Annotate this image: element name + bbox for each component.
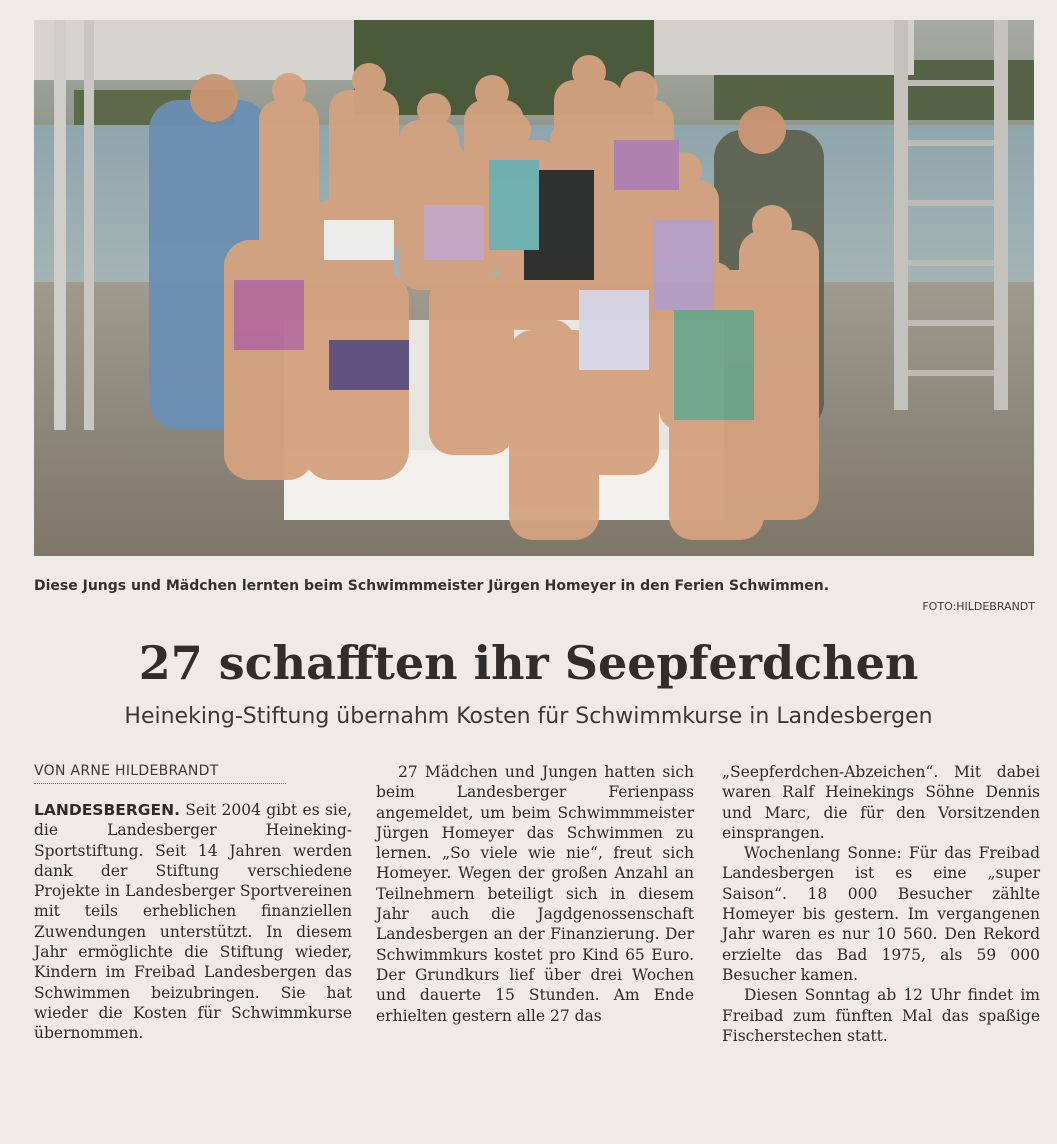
- photo-caption: Diese Jungs und Mädchen lernten beim Schwimmmeister Jürgen Homeyer in den Ferien Schwimmen.: [34, 578, 830, 594]
- column-3-paragraph-1: „Seepferdchen-Abzeichen“. Mit dabei waren Ralf Heinekings Söhne Dennis und Marc, die für den Vorsitzenden einsprangen.: [722, 763, 1040, 842]
- group-photo: [34, 20, 1034, 556]
- dateline: LANDESBERGEN.: [34, 801, 180, 819]
- article-column-3: [722, 762, 1040, 1046]
- column-2-text: 27 Mädchen und Jungen hatten sich beim Landesberger Ferienpass angemeldet, um beim Schwimmmeister Jürgen Homeyer das Schwimmen zu lernen. „So viele wie nie“, freut sich Homeyer. Wegen der großen Anzahl an Teilnehmern beteiligt sich in diesem Jahr auch die Jagdgenossenschaft Landesbergen an der Finanzierung. Der Schwimmkurs kostet pro Kind 65 Euro. Der Grundkurs lief über drei Wochen und dauerte 15 Stunden. Am Ende erhielten gestern alle 27 das: [376, 763, 694, 1025]
- ladder: [894, 20, 908, 410]
- headline: 27 schafften ihr Seepferdchen: [138, 636, 919, 690]
- column-3-paragraph-2: Wochenlang Sonne: Für das Freibad Landesbergen ist es eine „super Saison“. 18 000 Besucher zählte Homeyer bis gestern. Im vergangenen Jahr waren es nur 10 560. Den Rekord erzielte das Bad 1975, als 59 000 Besucher kamen.: [722, 844, 1040, 984]
- photo-credit: FOTO:HILDEBRANDT: [922, 600, 1035, 613]
- byline: VON ARNE HILDEBRANDT: [34, 763, 286, 784]
- subheadline: Heineking-Stiftung übernahm Kosten für Schwimmkurse in Landesbergen: [124, 704, 933, 729]
- column-3-paragraph-3: Diesen Sonntag ab 12 Uhr findet im Freibad zum fünften Mal das spaßige Fischerstechen statt.: [722, 986, 1040, 1045]
- article-column-1: [34, 800, 352, 1044]
- column-1-text: Seit 2004 gibt es sie, die Landesberger Heineking-Sportstiftung. Seit 14 Jahren werden dank der Stiftung verschiedene Projekte in Landesberger Sportvereinen mit teils erheblichen finanziellen Zuwendungen unterstützt. In diesem Jahr ermöglichte die Stiftung wieder, Kindern im Freibad Landesbergen das Schwimmen beizubringen. Sie hat wieder die Kosten für Schwimmkurse übernommen.: [34, 801, 352, 1043]
- group-photo-illustration: [34, 20, 1034, 556]
- article-column-2: [376, 762, 694, 1026]
